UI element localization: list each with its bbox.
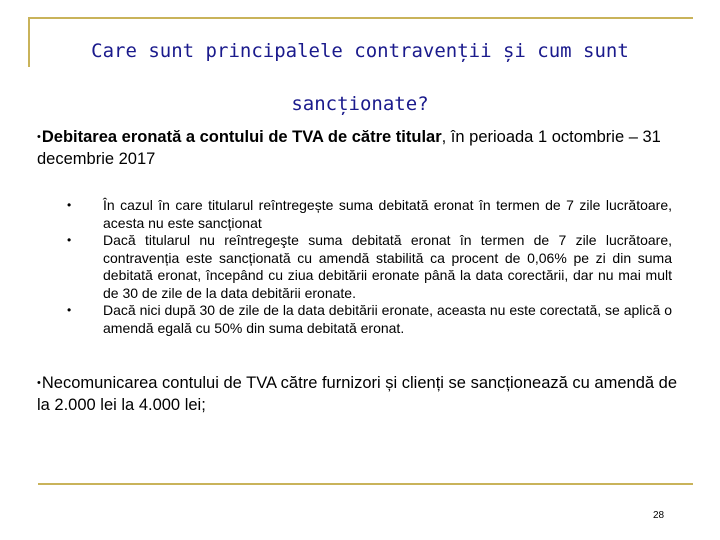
list-item-text: În cazul în care titularul reîntregește suma debitată eronat în termen de 7 zile lucrătoare, acesta nu este sancționat — [103, 197, 672, 231]
bullet-dot: • — [67, 198, 72, 212]
title-line-2: sancționate? — [291, 93, 429, 115]
left-border-line — [28, 17, 30, 67]
slide-title — [60, 25, 660, 131]
list-item — [67, 232, 672, 302]
bullet-dot: • — [67, 233, 72, 247]
section-heading-rest: , în perioada 1 octombrie – 31 decembrie 2017 — [37, 128, 661, 168]
section-bullet: • — [37, 377, 41, 389]
section-debitare — [37, 126, 677, 170]
sub-bullet-list — [67, 197, 672, 337]
section-heading-bold: Debitarea eronată a contului de TVA de către titular — [41, 128, 442, 146]
section-necomunicare — [37, 372, 677, 416]
list-item-text: Dacă nici după 30 de zile de la data debitării eronate, aceasta nu este corectată, se aplică o amendă egală cu 50% din suma debitată eronat. — [103, 302, 672, 336]
section-heading-text: Necomunicarea contului de TVA către furnizori și clienți se sancționează cu amendă de la 2.000 lei la 4.000 lei; — [37, 374, 677, 414]
list-item-text: Dacă titularul nu reîntregeşte suma debitată eronat în termen de 7 zile lucrătoare, contravenția este sancționată cu amendă stabilită ca procent de 0,06% pe zi din suma debitată eronat, începând cu ziua debitării eronate până la data corectării, dar nu mai mult de 30 de zile de la data debitării eronate. — [103, 232, 672, 301]
list-item — [67, 197, 672, 232]
list-item — [67, 302, 672, 337]
top-border-line — [28, 17, 693, 19]
bullet-dot: • — [67, 303, 72, 317]
section-bullet: • — [37, 131, 41, 143]
page-number: 28 — [653, 510, 665, 521]
title-line-1: Care sunt principalele contravenții și cum sunt — [91, 40, 629, 62]
bottom-border-line — [38, 483, 693, 485]
